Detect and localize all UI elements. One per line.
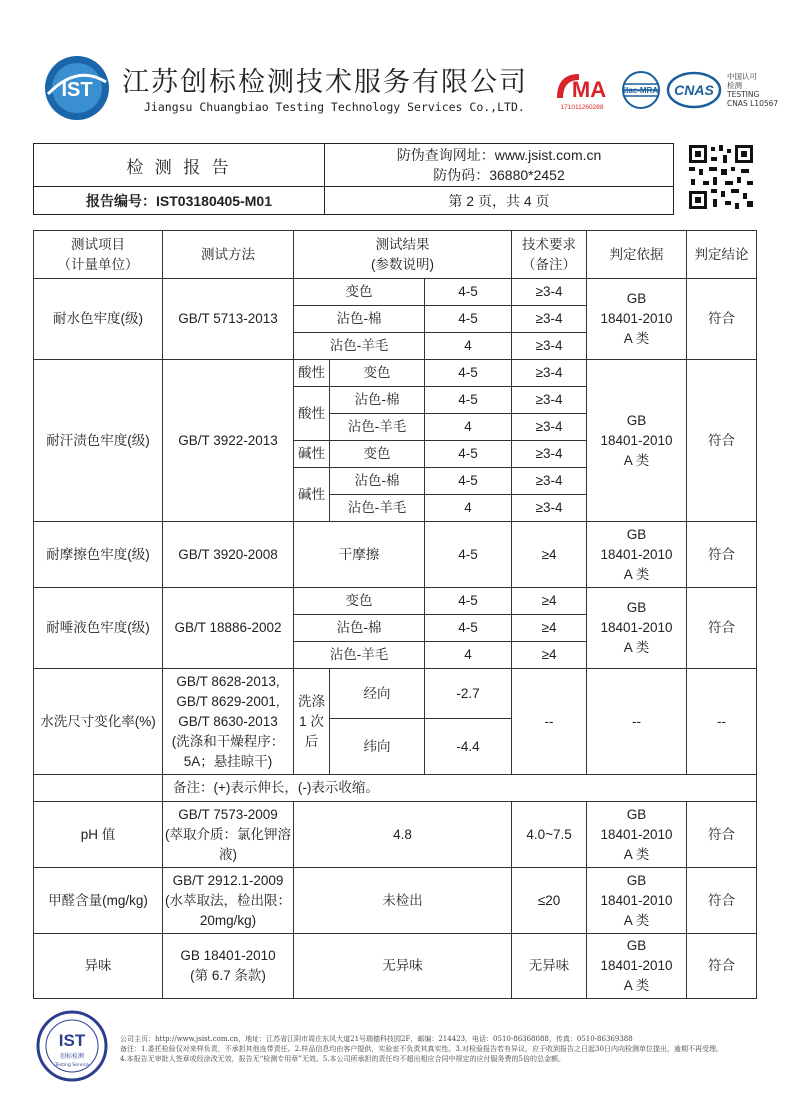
requirement: ≥3-4	[512, 414, 587, 441]
basis-class: A 类	[623, 978, 650, 993]
method-line: 液)	[219, 846, 237, 862]
report-number-label: 报告编号：	[86, 192, 157, 209]
wash-condition	[294, 669, 330, 775]
basis	[587, 279, 687, 360]
method-line: (水萃取法，检出限：	[165, 892, 291, 908]
empty-cell	[34, 775, 163, 802]
conclusion: 符合	[687, 360, 757, 522]
item-name: 水洗尺寸变化率(%)	[34, 669, 163, 775]
requirement: ≤20	[512, 868, 587, 934]
qr-code-icon	[687, 143, 755, 211]
item-name: 甲醛含量(mg/kg)	[34, 868, 163, 934]
wash-note: 备注：(+)表示伸长，(-)表示收缩。	[163, 775, 757, 802]
ilac-mra-icon	[617, 70, 665, 110]
item-name: 耐摩擦色牢度(级)	[34, 522, 163, 588]
method-line: (第 6.7 条款)	[190, 968, 266, 983]
param-label: 变色	[294, 279, 425, 306]
requirement: ≥3-4	[512, 468, 587, 495]
col-item-label: 测试项目	[71, 236, 125, 252]
seal-en-text: Testing Service	[55, 1063, 89, 1068]
table-row	[34, 669, 757, 719]
col-req-label: 技术要求	[522, 236, 577, 252]
result-value: 4	[425, 333, 512, 360]
requirement: ≥4	[512, 615, 587, 642]
requirement: ≥4	[512, 588, 587, 615]
test-method: GB/T 18886-2002	[163, 588, 294, 669]
result-value: 4-5	[425, 306, 512, 333]
footer-line: 公司主页：http://www.jsist.com.cn，地址：江苏省江阴市周庄东风大道21号瑞德科技园2F，邮编：214423，电话：0510-86368088，传真：0510-86369388	[120, 1035, 633, 1043]
condition-line: 后	[304, 733, 319, 749]
conclusion: 符合	[687, 588, 757, 669]
acid-label: 酸性	[294, 387, 330, 441]
result-value: 4-5	[425, 468, 512, 495]
cnas-text: CNAS	[674, 82, 714, 98]
requirement: ≥3-4	[512, 495, 587, 522]
requirement: ≥3-4	[512, 306, 587, 333]
basis-std: 18401-2010	[600, 311, 673, 326]
report-number: IST03180405-M01	[156, 192, 272, 209]
result-value: 无异味	[294, 934, 512, 999]
basis-std: 18401-2010	[600, 826, 673, 842]
cma-number: 171011260288	[560, 104, 604, 111]
basis-std: 18401-2010	[600, 620, 673, 635]
page-info: 第 2 页，共 4 页	[325, 187, 674, 215]
col-method-header: 测试方法	[163, 231, 294, 279]
param-label: 经向	[330, 669, 425, 719]
company-name-en: Jiangsu Chuangbiao Testing Technology Services Co.,LTD.	[144, 100, 525, 114]
basis-std: 18401-2010	[600, 892, 673, 908]
seal-sub-text: 创标检测	[59, 1053, 85, 1060]
basis: --	[587, 669, 687, 775]
test-method	[163, 934, 294, 999]
cnas-line: CNAS L10567	[727, 99, 779, 108]
cma-text: MA	[571, 77, 607, 102]
col-result-header	[294, 231, 512, 279]
verify-url-label: 防伪查询网址：	[396, 147, 495, 163]
table-header-row	[34, 231, 757, 279]
test-results-table	[33, 230, 757, 999]
table-row	[34, 802, 757, 868]
method-line: GB/T 2912.1-2009	[172, 872, 284, 888]
conclusion: 符合	[687, 279, 757, 360]
ist-logo-icon	[40, 54, 114, 122]
seal-logo-text: IST	[58, 1031, 86, 1050]
cnas-icon	[666, 70, 722, 110]
item-name: pH 值	[34, 802, 163, 868]
method-line: GB 18401-2010	[180, 948, 276, 963]
basis	[587, 934, 687, 999]
footer-line: 4.本报告无审批人签章或经涂改无效，报告无“检测专用章”无效。5.本公司所承担的责任均不超出相应合同中规定的应付服务费的5倍的总金额。	[120, 1055, 565, 1063]
requirement: ≥4	[512, 642, 587, 669]
test-method: GB/T 5713-2013	[163, 279, 294, 360]
footer-notes	[120, 1034, 780, 1064]
basis-gb: GB	[626, 872, 647, 888]
cnas-accreditation	[727, 72, 778, 108]
param-label: 沾色-棉	[330, 387, 425, 414]
basis	[587, 802, 687, 868]
verify-cell	[325, 144, 674, 187]
requirement: ≥4	[512, 522, 587, 588]
basis-std: 18401-2010	[600, 432, 673, 448]
table-row	[34, 868, 757, 934]
basis-gb: GB	[626, 291, 647, 306]
method-line: (萃取介质：氯化钾溶	[165, 826, 291, 842]
result-value: 未检出	[294, 868, 512, 934]
ilac-text: ilac-MRA	[623, 86, 659, 95]
basis-gb: GB	[626, 806, 647, 822]
acid-label: 酸性	[294, 360, 330, 387]
result-value: 4	[425, 495, 512, 522]
alkali-label: 碱性	[294, 441, 330, 468]
col-conclusion-header: 判定结论	[687, 231, 757, 279]
condition-line: 1 次	[299, 713, 324, 729]
test-method	[163, 868, 294, 934]
param-label: 干摩擦	[294, 522, 425, 588]
test-method	[163, 669, 294, 775]
param-label: 沾色-棉	[294, 306, 425, 333]
test-method: GB/T 3920-2008	[163, 522, 294, 588]
basis-class: A 类	[623, 566, 650, 582]
result-value: -2.7	[425, 669, 512, 719]
requirement: ≥3-4	[512, 360, 587, 387]
conclusion: --	[687, 669, 757, 775]
verify-url-link[interactable]: www.jsist.com.cn	[494, 147, 602, 163]
table-row	[34, 279, 757, 306]
basis-class: A 类	[623, 912, 650, 928]
basis-class: A 类	[623, 640, 650, 655]
test-method: GB/T 3922-2013	[163, 360, 294, 522]
basis-gb: GB	[626, 526, 647, 542]
param-label: 变色	[330, 441, 425, 468]
result-value: 4-5	[425, 279, 512, 306]
result-value: 4-5	[425, 615, 512, 642]
table-row	[34, 588, 757, 615]
basis-gb: GB	[626, 938, 647, 953]
requirement: ≥3-4	[512, 441, 587, 468]
requirement: ≥3-4	[512, 279, 587, 306]
logo-text: IST	[61, 79, 93, 101]
col-req-header	[512, 231, 587, 279]
result-value: 4-5	[425, 441, 512, 468]
report-number-cell	[34, 187, 325, 215]
result-value: 4-5	[425, 588, 512, 615]
method-line: GB/T 7573-2009	[178, 806, 278, 822]
report-info-table	[33, 143, 674, 215]
basis-std: 18401-2010	[600, 958, 673, 973]
cnas-line: 中国认可	[727, 72, 757, 81]
conclusion: 符合	[687, 868, 757, 934]
method-line: 5A；悬挂晾干)	[183, 753, 273, 769]
method-line: GB/T 8630-2013	[178, 713, 278, 729]
requirement: --	[512, 669, 587, 775]
param-label: 变色	[330, 360, 425, 387]
table-row	[34, 934, 757, 999]
cnas-line: 检测	[727, 81, 742, 90]
item-name: 耐汗渍色牢度(级)	[34, 360, 163, 522]
basis	[587, 868, 687, 934]
result-value: 4	[425, 642, 512, 669]
param-label: 沾色-羊毛	[294, 642, 425, 669]
condition-line: 洗涤	[298, 693, 325, 709]
table-row	[34, 775, 757, 802]
col-result-label: 测试结果	[375, 236, 430, 252]
requirement: 4.0~7.5	[512, 802, 587, 868]
basis	[587, 522, 687, 588]
col-req-sub: （备注）	[522, 256, 577, 272]
method-line: (洗涤和干燥程序：	[171, 733, 285, 749]
col-basis-header: 判定依据	[587, 231, 687, 279]
ist-seal-icon	[36, 1010, 108, 1082]
cma-mark-icon	[551, 68, 613, 112]
requirement: ≥3-4	[512, 387, 587, 414]
test-method	[163, 802, 294, 868]
col-result-sub: (参数说明)	[371, 256, 435, 272]
item-name: 耐水色牢度(级)	[34, 279, 163, 360]
basis-class: A 类	[623, 452, 650, 468]
conclusion: 符合	[687, 802, 757, 868]
param-label: 纬向	[330, 719, 425, 775]
method-line: 20mg/kg)	[199, 912, 257, 928]
result-value: 4-5	[425, 522, 512, 588]
basis	[587, 360, 687, 522]
security-code: 36880*2452	[489, 167, 565, 183]
conclusion: 符合	[687, 934, 757, 999]
result-value: 4-5	[425, 387, 512, 414]
method-line: GB/T 8629-2001,	[176, 693, 280, 709]
col-item-sub: （计量单位）	[57, 256, 139, 272]
basis-gb: GB	[626, 412, 647, 428]
param-label: 沾色-棉	[330, 468, 425, 495]
method-line: GB/T 8628-2013,	[176, 673, 280, 689]
basis-class: A 类	[623, 846, 650, 862]
item-name: 耐唾液色牢度(级)	[34, 588, 163, 669]
table-row	[34, 360, 757, 387]
result-value: 4.8	[294, 802, 512, 868]
result-value: -4.4	[425, 719, 512, 775]
letterhead	[0, 0, 790, 140]
table-row	[34, 522, 757, 588]
basis-gb: GB	[626, 600, 647, 615]
requirement: ≥3-4	[512, 333, 587, 360]
cnas-line: TESTING	[727, 90, 760, 99]
basis-class: A 类	[623, 331, 650, 346]
result-value: 4	[425, 414, 512, 441]
item-name: 异味	[34, 934, 163, 999]
param-label: 变色	[294, 588, 425, 615]
param-label: 沾色-棉	[294, 615, 425, 642]
result-value: 4-5	[425, 360, 512, 387]
basis-std: 18401-2010	[600, 546, 673, 562]
report-title: 检 测 报 告	[34, 144, 325, 187]
basis	[587, 588, 687, 669]
requirement: 无异味	[512, 934, 587, 999]
param-label: 沾色-羊毛	[330, 495, 425, 522]
param-label: 沾色-羊毛	[330, 414, 425, 441]
alkali-label: 碱性	[294, 468, 330, 522]
footer-line: 备注：1.委托检验仅对来样负责，不承担其他连带责任。2.样品信息均由客户提供，实验室不负责其真实性。3.对检验报告若有异议，应于收到报告之日起30日内向检测单位提出，逾期不再受理。	[120, 1045, 723, 1053]
param-label: 沾色-羊毛	[294, 333, 425, 360]
company-name-cn: 江苏创标检测技术服务有限公司	[122, 67, 528, 98]
code-label: 防伪码：	[433, 167, 490, 183]
col-item-header	[34, 231, 163, 279]
conclusion: 符合	[687, 522, 757, 588]
